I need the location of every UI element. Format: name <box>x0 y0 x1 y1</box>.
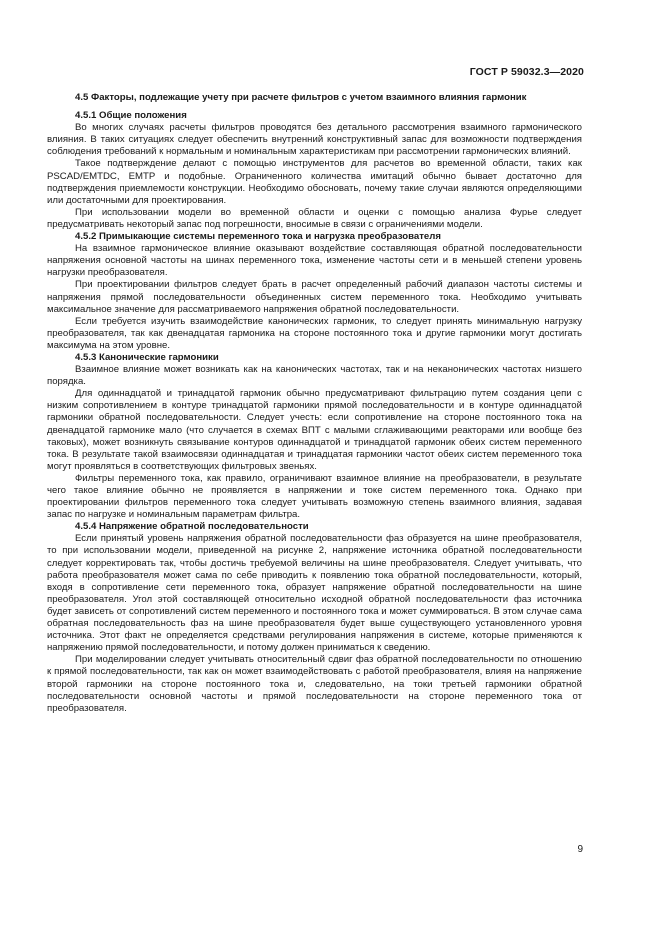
paragraph: Если принятый уровень напряжения обратной последовательности фаз образуется на шине преобразователя, то при использовании модели, приведенной на рисунке 2, напряжение источника обратной последовательности следует корректировать так, чтобы достичь требуемой величины на шине преобразователя. Следует учитывать, что работа преобразователя может сама по себе приводить к появлению тока обратной последовательности, который, входя в сопротивление сети переменного тока, образует напряжение обратной последовательности на шине преобразователя. Угол этой составляющей относительно исходной обратной последовательности фаз источника будет зависеть от сопротивлений систем переменного и постоянного тока и может суммироваться. В этом случае сама обратная последовательность фаз на шине преобразователя будет выше существующего установленного уровня источника. Этот факт не определяется средствами регулирования напряжения в системе, которые применяются к напряжению прямой последовательности, и потому должен приниматься к сведению. <box>47 533 582 654</box>
page-number: 9 <box>577 844 583 855</box>
paragraph: Для одиннадцатой и тринадцатой гармоник обычно предусматривают фильтрацию путем создания цепи с низким сопротивлением в контуре тринадцатой гармоники прямой последовательности и в контуре одиннадцатой гармоники обратной последовательности. Следует учесть: если сопротивление на стороне постоянного тока на двенадцатой гармонике мало (что случается в схемах ВПТ с малыми сглаживающими реакторами или вообще без таковых), может возникнуть связывание контуров одиннадцатой и тринадцатой гармоник обеих систем переменного тока. В результате такой взаимосвязи одиннадцатая и тринадцатая гармоники частот обеих систем переменного тока могут проявляться в соответствующих фильтровых звеньях. <box>47 388 582 472</box>
subsection-heading: 4.5.2 Примыкающие системы переменного тока и нагрузка преобразователя <box>75 231 441 243</box>
subsection-heading: 4.5.1 Общие положения <box>75 110 187 122</box>
subsection-heading: 4.5.3 Канонические гармоники <box>75 351 219 363</box>
paragraph: Во многих случаях расчеты фильтров проводятся без детального рассмотрения взаимного гармонического влияния. В таких ситуациях следует обеспечить внутренний конструктивный запас для возможности подтверждения соблюдения требований к нормальным и номинальным характеристикам при рассмотрении гармонических влияний. <box>47 122 582 158</box>
paragraph: Если требуется изучить взаимодействие канонических гармоник, то следует принять минимальную нагрузку преобразователя, так как двенадцатая гармоника на стороне постоянного тока и другие гармоники могут достигать максимума на этом уровне. <box>47 315 582 351</box>
section-heading: 4.5 Факторы, подлежащие учету при расчете фильтров с учетом взаимного влияния гармоник <box>75 92 527 103</box>
paragraph: При проектировании фильтров следует брать в расчет определенный рабочий диапазон частоты системы и напряжения прямой последовательности объединенных систем переменного тока. Необходимо учитывать максимальное значение для рассматриваемого напряжения обратной последовательности. <box>47 279 582 315</box>
paragraph: Взаимное влияние может возникать как на канонических частотах, так и на неканонических частотах низшего порядка. <box>47 364 582 388</box>
paragraph: Такое подтверждение делают с помощью инструментов для расчетов во временной области, таких как PSCAD/EMTDC, EMTP и подобные. Ограниченного количества имитаций обычно бывает достаточно для подтверждения приемлемости конструкции. Необходимо обосновать, почему такие случаи являются определяющими или достаточными для проектирования. <box>47 158 582 206</box>
document-body <box>47 92 582 715</box>
paragraph: На взаимное гармоническое влияние оказывают воздействие составляющая обратной последовательности напряжения основной частоты на шинах переменного тока, изменение частоты сети и в меньшей степени уровень нагрузки преобразователя. <box>47 243 582 279</box>
paragraph: При моделировании следует учитывать относительный сдвиг фаз обратной последовательности по отношению к прямой последовательности, так как он может взаимодействовать с работой преобразователя, влияя на напряжение второй гармоники на стороне постоянного тока и, следовательно, на токи третьей гармоники обратной последовательности основной частоты и прямой последовательности на стороне переменного тока от преобразователя. <box>47 654 582 714</box>
document-code-header: ГОСТ Р 59032.3—2020 <box>469 66 584 78</box>
paragraph: Фильтры переменного тока, как правило, ограничивают взаимное влияние на преобразователи, в результате чего такое влияние обычно не проявляется в напряжении и токе систем переменного тока. Однако при проектировании фильтров переменного тока следует учитывать возможную степень взаимного влияния, задавая запас по нагрузке и номинальным параметрам фильтра. <box>47 472 582 521</box>
paragraph: При использовании модели во временной области и оценки с помощью анализа Фурье следует предусматривать некоторый запас под погрешности, вносимые в связи с ограничениями модели. <box>47 206 582 230</box>
subsection-heading: 4.5.4 Напряжение обратной последовательности <box>75 521 309 533</box>
